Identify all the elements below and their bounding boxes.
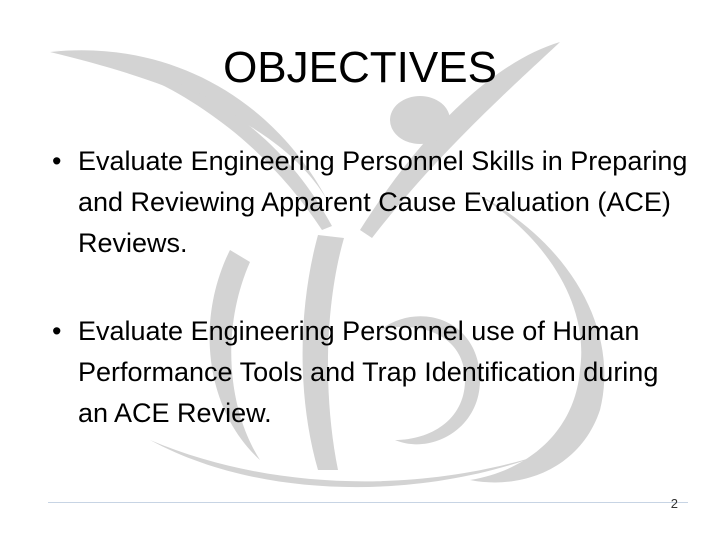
slide-title: OBJECTIVES [223, 43, 497, 92]
bullet-icon: • [52, 146, 62, 176]
bullet-icon: • [52, 316, 62, 346]
bullet-text: Evaluate Engineering Personnel use of Human Performance Tools and Trap Identification during an ACE Review. [78, 316, 659, 428]
bullet-item [48, 141, 688, 264]
bullet-item [48, 311, 688, 434]
bullet-text: Evaluate Engineering Personnel Skills in Preparing and Reviewing Apparent Cause Evaluation (ACE) Reviews. [78, 146, 688, 258]
page-number: 2 [670, 496, 678, 511]
footer-divider [48, 502, 688, 503]
bullet-list [48, 141, 688, 434]
